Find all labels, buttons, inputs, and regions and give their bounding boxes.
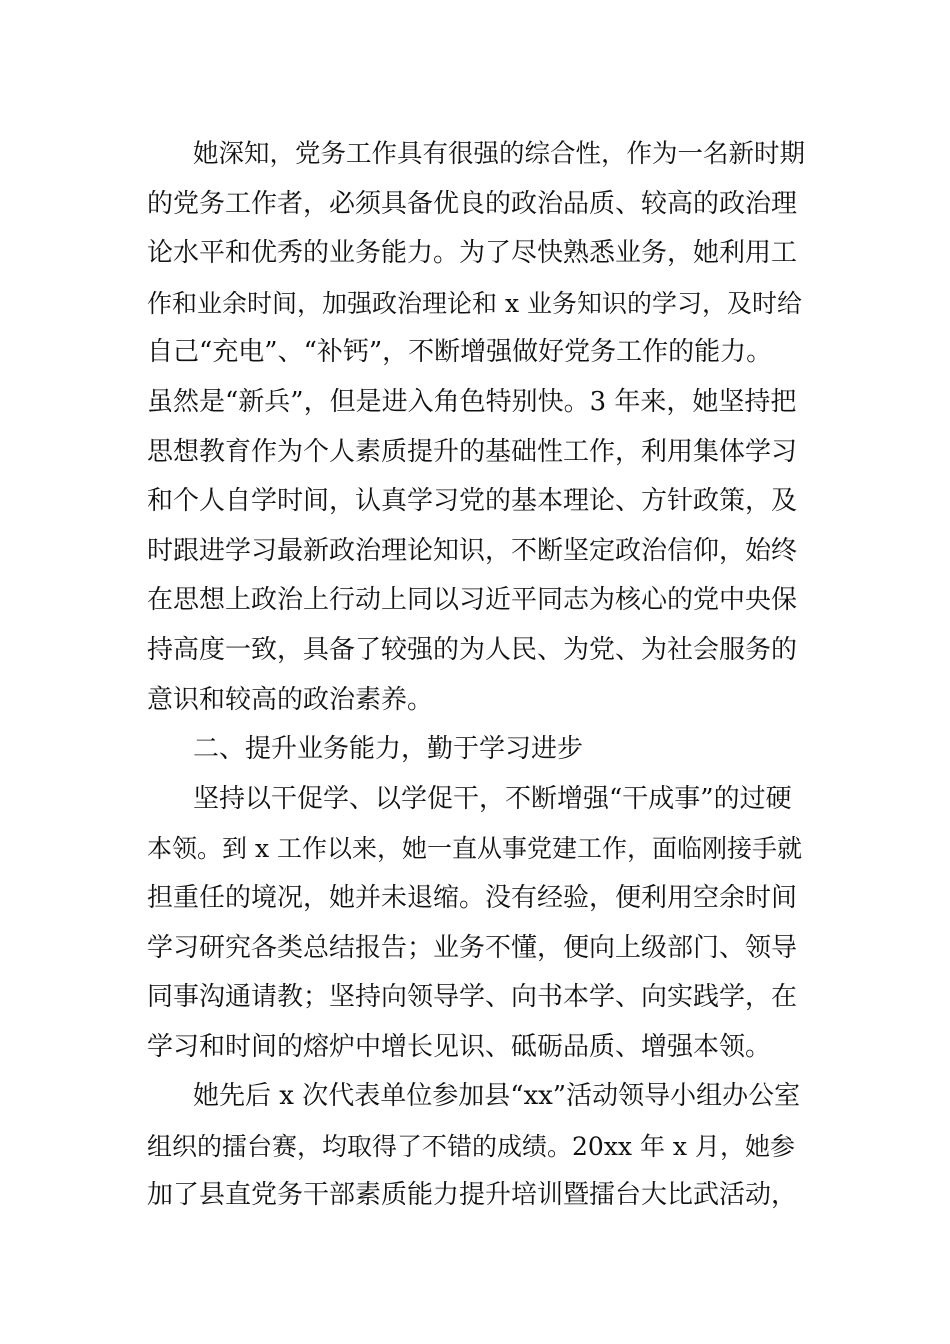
section-heading: 二、提升业务能力，勤于学习进步: [193, 734, 584, 765]
text-line: 持高度一致，具备了较强的为人民、为党、为社会服务的: [147, 634, 798, 665]
text-line: 学习和时间的熔炉中增长见识、砥砺品质、增强本领。: [147, 1031, 772, 1062]
text-line: 加了县直党务干部素质能力提升培训暨擂台大比武活动，: [147, 1180, 798, 1211]
text-line: 意识和较高的政治素养。: [147, 684, 434, 715]
text-line: 组织的擂台赛，均取得了不错的成绩。20xx 年 x 月，她参: [147, 1131, 795, 1161]
text-line: 在思想上政治上行动上同以习近平同志为核心的党中央保: [147, 585, 798, 616]
text-line: 同事沟通请教；坚持向领导学、向书本学、向实践学，在: [147, 982, 798, 1013]
text-line: 本领。到 x 工作以来，她一直从事党建工作，面临刚接手就: [147, 834, 802, 864]
body-text: [147, 130, 807, 1221]
text-line: 担重任的境况，她并未退缩。没有经验，便利用空余时间: [147, 882, 798, 913]
text-line: 坚持以干促学、以学促干，不断增强“干成事”的过硬: [193, 783, 792, 814]
text-line: 学习研究各类总结报告；业务不懂，便向上级部门、领导: [147, 932, 798, 963]
text-line: 和个人自学时间，认真学习党的基本理论、方针政策，及: [147, 486, 798, 517]
text-line: 论水平和优秀的业务能力。为了尽快熟悉业务，她利用工: [147, 238, 798, 269]
text-line: 时跟进学习最新政治理论知识，不断坚定政治信仰，始终: [147, 535, 798, 566]
text-line: 她深知，党务工作具有很强的综合性，作为一名新时期: [193, 139, 806, 169]
text-line: 作和业余时间，加强政治理论和 x 业务知识的学习，及时给: [147, 288, 802, 318]
text-line: 的党务工作者，必须具备优良的政治品质、较高的政治理: [147, 188, 798, 219]
text-line: 她先后 x 次代表单位参加县“xx”活动领导小组办公室: [193, 1081, 801, 1112]
text-line: 自己“充电”、“补钙”，不断增强做好党务工作的能力。: [147, 337, 773, 368]
text-line: 思想教育作为个人素质提升的基础性工作，利用集体学习: [147, 436, 798, 467]
text-line: 虽然是“新兵”，但是进入角色特别快。3 年来，她坚持把: [147, 386, 797, 417]
